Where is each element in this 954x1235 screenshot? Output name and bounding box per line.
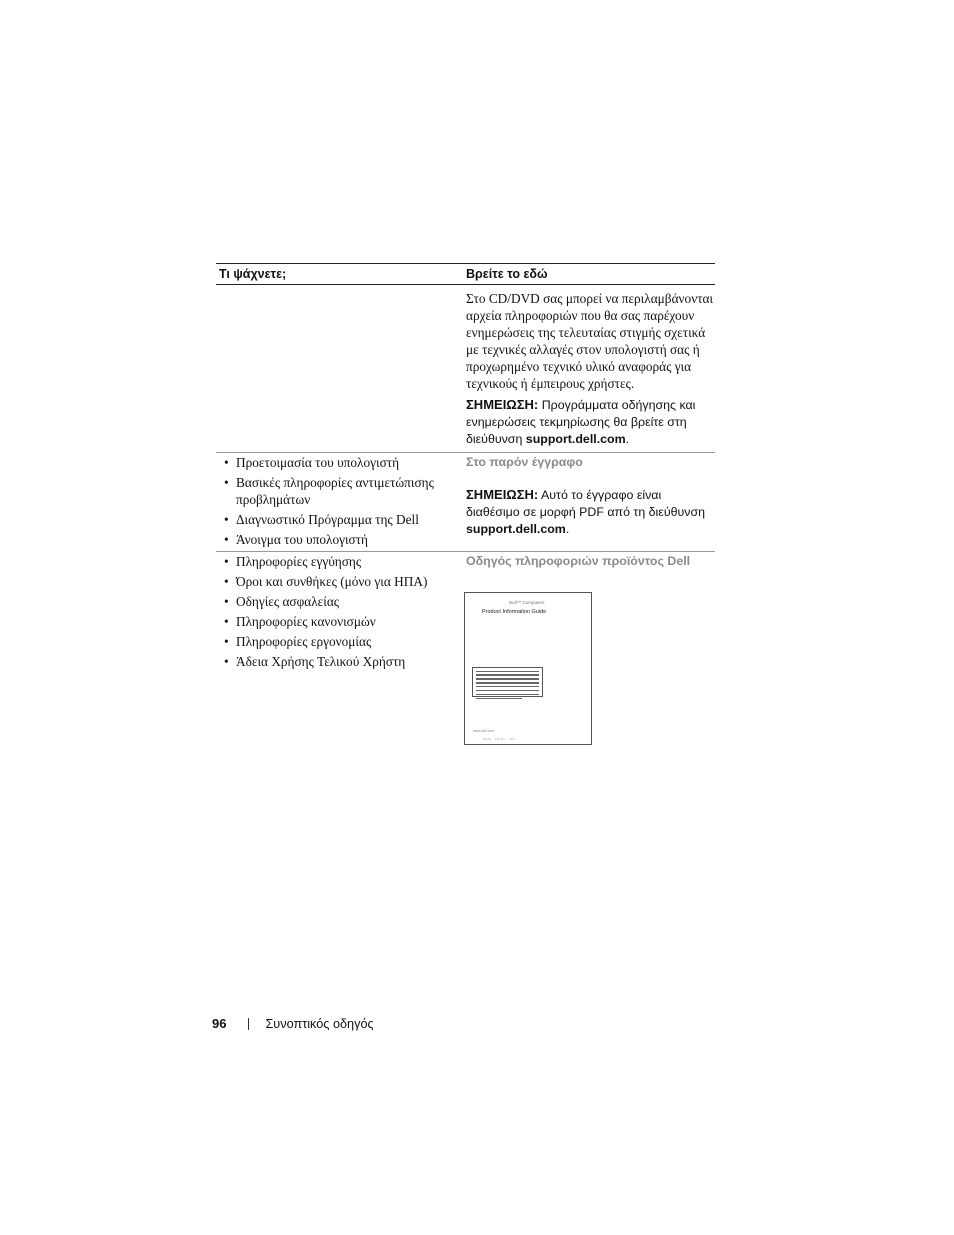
list-item: • Βασικές πληροφορίες αντιμετώπισης προβλημάτων [224,474,457,508]
note-end: . [625,432,630,446]
header-find-it-here: Βρείτε το εδώ [466,267,548,281]
cd-dvd-description: Στο CD/DVD σας μπορεί να περιλαμβάνονται αρχεία πληροφοριών που θα σας παρέχουν ενημερώσεις της τελευταίας στιγμής σχετικά με τεχνικές αλλαγές στον υπολογιστή σας ή προχωρημένο τεχνικό υλικό αναφοράς για τεχνικούς ή έμπειρους χρήστες. [466,291,714,391]
row-location [461,453,715,551]
note-text: Προγράμματα οδήγησης και ενημερώσεις τεκμηρίωσης θα βρείτε στη διεύθυνση [466,398,696,446]
table-header [216,263,715,285]
note [466,486,715,538]
note-end: . [565,522,570,536]
list-item: • Πληροφορίες κανονισμών [224,613,457,630]
booklet-footer: www.dell.com [473,729,495,733]
list-item: • Όροι και συνθήκες (μόνο για ΗΠΑ) [224,573,457,590]
booklet-warning-box [472,667,543,697]
note [466,396,715,448]
row-topics [216,285,461,452]
list-item: • Πληροφορίες εργονομίας [224,633,457,650]
note-label: ΣΗΜΕΙΩΣΗ: [466,487,539,502]
note-label: ΣΗΜΕΙΩΣΗ: [466,397,539,412]
booklet-title: Product Information Guide [482,609,547,615]
info-table [216,263,715,745]
row-topics [216,552,461,745]
footer-divider [248,1018,249,1030]
list-item: • Άδεια Χρήσης Τελικού Χρήστη [224,653,457,670]
table-row [216,552,715,745]
row-topics [216,453,461,551]
row-location [461,285,715,452]
page-number: 96 [212,1016,227,1031]
support-link[interactable]: support.dell.com [466,522,566,536]
location-title: Οδηγός πληροφοριών προϊόντος Dell [466,554,691,568]
list-item: • Πληροφορίες εγγύησης [224,553,457,570]
document-title: Συνοπτικός οδηγός [265,1016,374,1031]
booklet-footer-small: Model ·· Part No. ·· Rev. ·· [483,737,519,741]
support-link[interactable]: support.dell.com [525,432,626,446]
list-item: • Άνοιγμα του υπολογιστή [224,531,457,548]
header-what-looking-for: Τι ψάχνετε; [219,267,287,281]
topic-list [224,454,457,548]
product-guide-booklet-image [464,592,592,745]
table-row [216,285,715,453]
note-text: Αυτό το έγγραφο είναι διαθέσιμο σε μορφή PDF από τη διεύθυνση [466,488,706,519]
row-location [461,552,715,745]
booklet-brand: Dell™ Computers [509,600,545,605]
topic-list [224,553,457,670]
list-item: • Διαγνωστικό Πρόγραμμα της Dell [224,511,457,528]
location-title: Στο παρόν έγγραφο [466,455,583,469]
table-row [216,453,715,552]
list-item: • Προετοιμασία του υπολογιστή [224,454,457,471]
page-footer [212,1016,374,1031]
list-item: • Οδηγίες ασφαλείας [224,593,457,610]
